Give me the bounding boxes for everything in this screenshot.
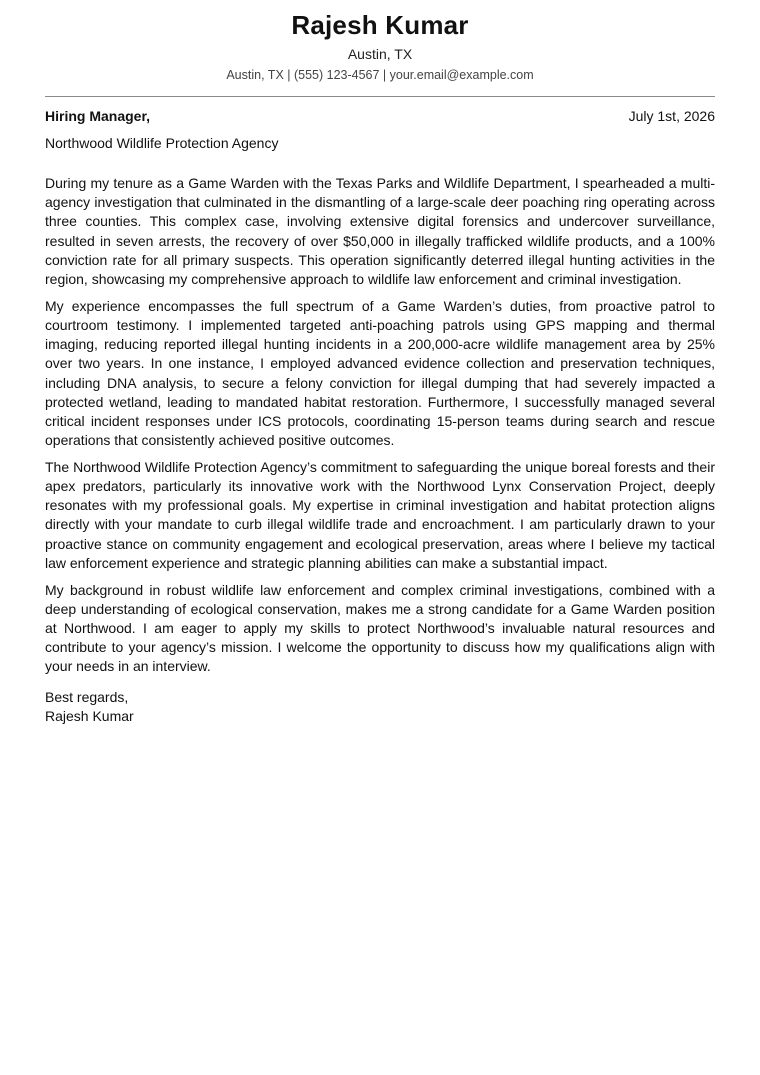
applicant-name: Rajesh Kumar (291, 10, 469, 40)
letter-closing-block (45, 688, 715, 726)
body-paragraph: My experience encompasses the full spectrum of a Game Warden’s duties, from proactive patrol to courtroom testimony. I implemented targeted anti-poaching patrols using GPS mapping and thermal imaging, reducing reported illegal hunting incidents in a 200,000-acre wildlife management area by 25% over two years. In one instance, I employed advanced evidence collection and preservation techniques, including DNA analysis, to secure a felony conviction for illegal dumping that had severely impacted a protected wetland, leading to mandated habitat restoration. Furthermore, I successfully managed several critical incident responses under ICS protocols, coordinating 15-person teams during search and rescue operations that consistently achieved positive outcomes. (45, 297, 715, 449)
letter-header (45, 0, 715, 84)
header-divider (45, 96, 715, 97)
closing-phrase: Best regards, (45, 688, 129, 705)
applicant-city: Austin, TX (347, 46, 413, 62)
body-paragraph: The Northwood Wildlife Protection Agency’s commitment to safeguarding the unique boreal forests and their apex predators, particularly its innovative work with the Northwood Lynx Conservation Project, deeply resonates with my professional goals. My expertise in criminal investigation and habitat protection aligns directly with your mandate to curb illegal wildlife trade and encroachment. I am particularly drawn to your proactive stance on community engagement and ecological preservation, areas where I believe my tactical law enforcement experience and strategic planning abilities can make a substantial impact. (45, 458, 715, 571)
body-paragraph: My background in robust wildlife law enforcement and complex criminal investigations, combined with a deep understanding of ecological conservation, makes me a strong candidate for a Game Warden position at Northwood. I am eager to apply my skills to protect Northwood’s invaluable natural resources and contribute to your agency’s mission. I welcome the opportunity to discuss how my qualifications align with your needs in an interview. (45, 581, 715, 675)
body-paragraph: During my tenure as a Game Warden with the Texas Parks and Wildlife Department, I spearheaded a multi-agency investigation that culminated in the dismantling of a large-scale deer poaching ring operating across three counties. This complex case, involving extensive digital forensics and undercover surveillance, resulted in seven arrests, the recovery of over $50,000 in illegally trafficked wildlife products, and a 100% conviction rate for all primary suspects. This operation significantly deterred illegal hunting activities in the region, showcasing my comprehensive approach to wildlife law enforcement and criminal investigation. (45, 175, 715, 288)
letter-date: July 1st, 2026 (628, 108, 715, 124)
recipient-date-row (45, 106, 715, 126)
letter-body (45, 174, 715, 677)
signature-name: Rajesh Kumar (45, 707, 134, 724)
recipient-organization: Northwood Wildlife Protection Agency (45, 135, 279, 151)
recipient-salutation: Hiring Manager, (45, 108, 151, 124)
applicant-contact: Austin, TX | (555) 123-4567 | your.email@example.com (226, 68, 534, 82)
